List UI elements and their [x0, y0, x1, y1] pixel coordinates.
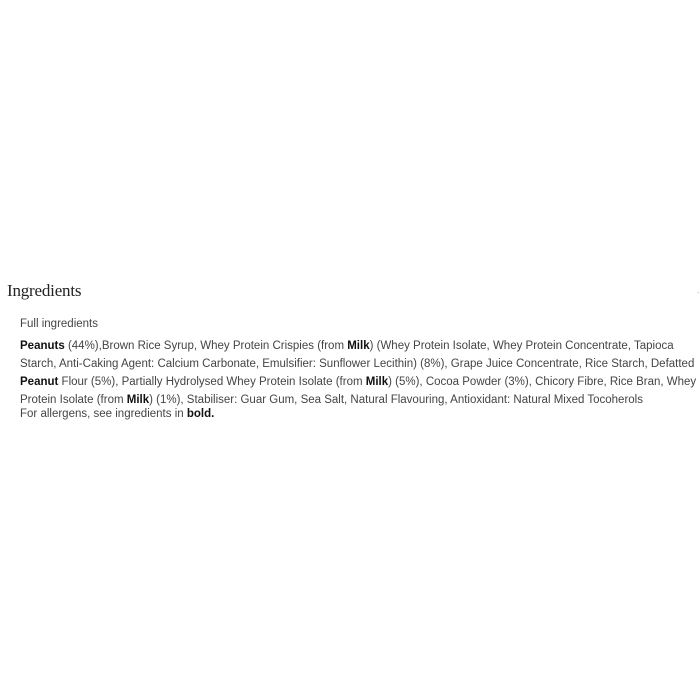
ingredient-bold-milk: Milk — [347, 340, 370, 352]
ingredient-text: ) (1%), Stabiliser: Guar Gum, Sea Salt, Natural Flavouring, Antioxidant: Natural Mixed Tocoherols — [149, 394, 643, 406]
ingredient-text: ) (5%), Cocoa Powder (3%), Chicory Fibre, Rice Bran, Whey Protein Isolate (from — [20, 376, 697, 406]
ingredients-list — [20, 337, 700, 409]
allergen-note-bold: bold. — [186, 408, 215, 420]
ingredient-bold-milk: Milk — [365, 376, 389, 388]
ingredient-text: ) (Whey Protein Isolate, Whey Protein Concentrate, Tapioca Starch, Anti-Caking Agent: Calcium Carbonate, Emulsifier: Sunflower Lecithin) (8%), Grape Juice Concentrate, Rice Starch, Defatted — [20, 340, 695, 370]
section-title: Ingredients — [7, 281, 82, 300]
ingredient-text: Flour (5%), Partially Hydrolysed Whey Protein Isolate (from — [58, 376, 366, 388]
allergen-note-prefix: For allergens, see ingredients in — [20, 408, 187, 420]
allergen-note — [20, 408, 214, 420]
ingredient-bold-peanut: Peanut — [20, 376, 59, 388]
ingredient-text: (44%),Brown Rice Syrup, Whey Protein Crispies (from — [64, 340, 348, 352]
full-ingredients-label: Full ingredients — [20, 318, 98, 330]
edge-mark: · — [696, 287, 700, 298]
ingredient-bold-milk: Milk — [126, 394, 150, 406]
ingredient-bold-peanuts: Peanuts — [20, 340, 65, 352]
